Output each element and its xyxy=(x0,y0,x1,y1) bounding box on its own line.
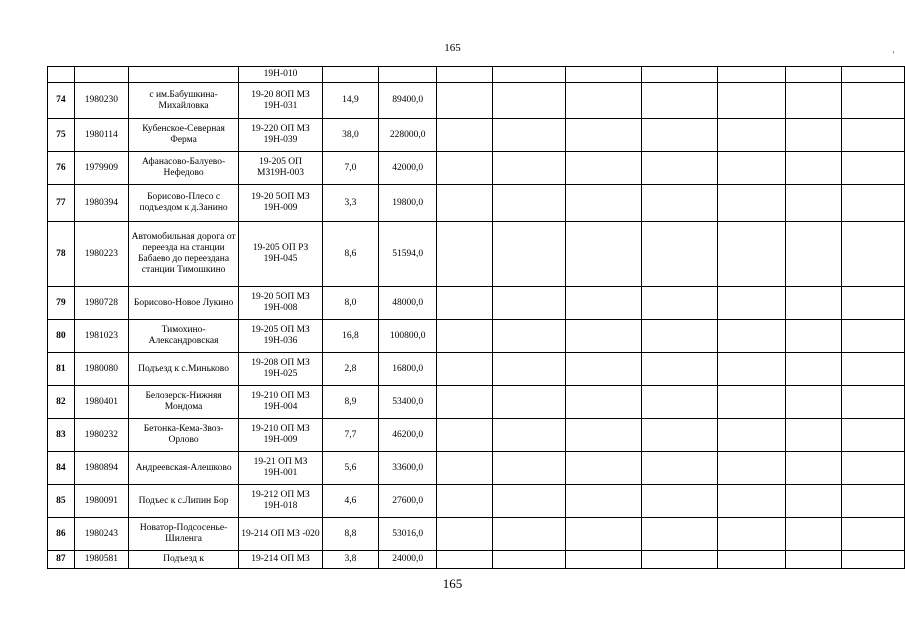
cell-blank xyxy=(641,419,717,452)
cell-road-id: 19-21 ОП МЗ 19Н-001 xyxy=(239,452,323,485)
cell-name: Новатор-Подсосенье-Шиленга xyxy=(128,518,238,551)
cell-blank xyxy=(786,119,842,152)
cell-blank xyxy=(786,518,842,551)
cell-cost: 53016,0 xyxy=(379,518,437,551)
cell-blank xyxy=(492,452,565,485)
table-row xyxy=(48,485,905,518)
cell-blank xyxy=(641,152,717,185)
cell-blank xyxy=(437,119,493,152)
cell-blank xyxy=(718,551,786,569)
table-row xyxy=(48,83,905,119)
cell-code: 1979909 xyxy=(74,152,128,185)
cell-cost: 100800,0 xyxy=(379,320,437,353)
cell-road-id: 19-210 ОП МЗ 19Н-009 xyxy=(239,419,323,452)
cell-blank xyxy=(492,419,565,452)
cell-code: 1980394 xyxy=(74,185,128,222)
cell-blank xyxy=(565,152,641,185)
cell-blank xyxy=(437,485,493,518)
cell-blank xyxy=(786,287,842,320)
cell-blank xyxy=(565,452,641,485)
cell-num: 87 xyxy=(48,551,75,569)
cell-blank xyxy=(565,551,641,569)
cell-name: Подъезд к с.Миньково xyxy=(128,353,238,386)
corner-mark: ' xyxy=(893,50,895,59)
cell-blank xyxy=(437,386,493,419)
table-row xyxy=(48,518,905,551)
cell-cost: 46200,0 xyxy=(379,419,437,452)
cell-cost: 89400,0 xyxy=(379,83,437,119)
cell-road-id: 19-210 ОП МЗ 19Н-004 xyxy=(239,386,323,419)
cell-length: 7,0 xyxy=(322,152,378,185)
cell-name: Бетонка-Кема-Звоз-Орлово xyxy=(128,419,238,452)
cell-blank xyxy=(786,222,842,287)
cell-blank xyxy=(641,518,717,551)
cell-blank xyxy=(842,551,905,569)
cell-blank xyxy=(786,152,842,185)
cell-blank xyxy=(565,222,641,287)
cell-cost xyxy=(379,67,437,83)
cell-blank xyxy=(718,320,786,353)
cell-num: 81 xyxy=(48,353,75,386)
cell-road-id: 19-20 5ОП МЗ 19Н-009 xyxy=(239,185,323,222)
cell-name: Подъезд к xyxy=(128,551,238,569)
cell-blank xyxy=(565,287,641,320)
cell-cost: 48000,0 xyxy=(379,287,437,320)
cell-blank xyxy=(565,320,641,353)
cell-blank xyxy=(492,83,565,119)
cell-num: 78 xyxy=(48,222,75,287)
cell-num: 79 xyxy=(48,287,75,320)
cell-cost: 51594,0 xyxy=(379,222,437,287)
cell-blank xyxy=(718,386,786,419)
cell-length: 16,8 xyxy=(322,320,378,353)
cell-blank xyxy=(492,551,565,569)
table-row xyxy=(48,185,905,222)
cell-blank xyxy=(641,353,717,386)
cell-num: 76 xyxy=(48,152,75,185)
cell-road-id: 19Н-010 xyxy=(239,67,323,83)
cell-cost: 228000,0 xyxy=(379,119,437,152)
cell-blank xyxy=(492,518,565,551)
cell-name: Тимохино-Александровская xyxy=(128,320,238,353)
cell-blank xyxy=(437,287,493,320)
cell-num: 75 xyxy=(48,119,75,152)
table-row xyxy=(48,353,905,386)
cell-blank xyxy=(492,485,565,518)
cell-blank xyxy=(842,287,905,320)
cell-blank xyxy=(492,386,565,419)
cell-length: 8,9 xyxy=(322,386,378,419)
roads-table xyxy=(47,66,905,569)
cell-blank xyxy=(842,353,905,386)
cell-blank xyxy=(437,320,493,353)
cell-cost: 16800,0 xyxy=(379,353,437,386)
cell-blank xyxy=(565,353,641,386)
cell-blank xyxy=(641,452,717,485)
cell-blank xyxy=(718,152,786,185)
cell-road-id: 19-220 ОП МЗ 19Н-039 xyxy=(239,119,323,152)
cell-blank xyxy=(437,353,493,386)
table-row xyxy=(48,419,905,452)
cell-blank xyxy=(718,185,786,222)
cell-blank xyxy=(565,485,641,518)
cell-blank xyxy=(786,185,842,222)
table-row xyxy=(48,551,905,569)
cell-code: 1980894 xyxy=(74,452,128,485)
table-row xyxy=(48,119,905,152)
cell-blank xyxy=(565,386,641,419)
cell-blank xyxy=(492,287,565,320)
cell-blank xyxy=(842,485,905,518)
cell-blank xyxy=(718,83,786,119)
cell-length: 38,0 xyxy=(322,119,378,152)
cell-road-id: 19-214 ОП МЗ -020 xyxy=(239,518,323,551)
cell-blank xyxy=(565,119,641,152)
cell-road-id: 19-214 ОП МЗ xyxy=(239,551,323,569)
cell-length: 14,9 xyxy=(322,83,378,119)
cell-num: 83 xyxy=(48,419,75,452)
cell-blank xyxy=(641,83,717,119)
cell-code: 1980232 xyxy=(74,419,128,452)
cell-cost: 19800,0 xyxy=(379,185,437,222)
cell-blank xyxy=(786,452,842,485)
cell-name: Андреевская-Алешково xyxy=(128,452,238,485)
cell-cost: 33600,0 xyxy=(379,452,437,485)
page-number-top: 165 xyxy=(444,42,461,54)
cell-cost: 53400,0 xyxy=(379,386,437,419)
cell-blank xyxy=(786,551,842,569)
table-row xyxy=(48,452,905,485)
cell-blank xyxy=(842,67,905,83)
cell-blank xyxy=(786,320,842,353)
cell-length: 8,8 xyxy=(322,518,378,551)
cell-name: Борисово-Плесо с подъездом к д.Занино xyxy=(128,185,238,222)
cell-blank xyxy=(842,185,905,222)
cell-length: 8,6 xyxy=(322,222,378,287)
cell-code: 1980091 xyxy=(74,485,128,518)
cell-blank xyxy=(718,67,786,83)
cell-blank xyxy=(492,185,565,222)
cell-length: 7,7 xyxy=(322,419,378,452)
cell-num: 80 xyxy=(48,320,75,353)
cell-code: 1980401 xyxy=(74,386,128,419)
cell-num xyxy=(48,67,75,83)
cell-blank xyxy=(437,67,493,83)
cell-num: 84 xyxy=(48,452,75,485)
cell-blank xyxy=(492,222,565,287)
cell-blank xyxy=(437,518,493,551)
cell-length: 4,6 xyxy=(322,485,378,518)
cell-num: 85 xyxy=(48,485,75,518)
cell-blank xyxy=(641,67,717,83)
cell-blank xyxy=(641,222,717,287)
cell-name xyxy=(128,67,238,83)
cell-blank xyxy=(565,518,641,551)
cell-blank xyxy=(786,67,842,83)
cell-blank xyxy=(786,485,842,518)
cell-blank xyxy=(786,83,842,119)
cell-name: с им.Бабушкина-Михайловка xyxy=(128,83,238,119)
cell-code xyxy=(74,67,128,83)
cell-blank xyxy=(565,185,641,222)
cell-blank xyxy=(842,83,905,119)
cell-blank xyxy=(492,353,565,386)
cell-length: 3,3 xyxy=(322,185,378,222)
cell-blank xyxy=(565,419,641,452)
cell-cost: 27600,0 xyxy=(379,485,437,518)
cell-blank xyxy=(641,185,717,222)
cell-blank xyxy=(641,320,717,353)
cell-blank xyxy=(437,551,493,569)
cell-blank xyxy=(641,287,717,320)
cell-length xyxy=(322,67,378,83)
cell-length: 3,8 xyxy=(322,551,378,569)
cell-name: Белозерск-Нижняя Мондома xyxy=(128,386,238,419)
cell-num: 74 xyxy=(48,83,75,119)
cell-blank xyxy=(786,353,842,386)
cell-blank xyxy=(718,119,786,152)
cell-blank xyxy=(842,419,905,452)
cell-code: 1980243 xyxy=(74,518,128,551)
cell-blank xyxy=(437,185,493,222)
table-row xyxy=(48,386,905,419)
cell-blank xyxy=(842,518,905,551)
cell-code: 1980114 xyxy=(74,119,128,152)
cell-blank xyxy=(437,152,493,185)
cell-blank xyxy=(786,419,842,452)
cell-blank xyxy=(718,485,786,518)
cell-blank xyxy=(437,452,493,485)
cell-blank xyxy=(786,386,842,419)
cell-blank xyxy=(437,83,493,119)
cell-road-id: 19-205 ОП МЗ 19Н-036 xyxy=(239,320,323,353)
cell-blank xyxy=(718,287,786,320)
cell-road-id: 19-205 ОП РЗ 19Н-045 xyxy=(239,222,323,287)
cell-code: 1980223 xyxy=(74,222,128,287)
cell-blank xyxy=(842,320,905,353)
cell-blank xyxy=(718,222,786,287)
cell-blank xyxy=(641,551,717,569)
cell-code: 1981023 xyxy=(74,320,128,353)
cell-blank xyxy=(842,152,905,185)
cell-road-id: 19-20 5ОП МЗ 19Н-008 xyxy=(239,287,323,320)
cell-blank xyxy=(437,419,493,452)
cell-blank xyxy=(437,222,493,287)
cell-blank xyxy=(842,222,905,287)
cell-code: 1980080 xyxy=(74,353,128,386)
cell-road-id: 19-212 ОП МЗ 19Н-018 xyxy=(239,485,323,518)
table-row-continuation xyxy=(48,67,905,83)
cell-num: 86 xyxy=(48,518,75,551)
cell-blank xyxy=(641,119,717,152)
cell-name: Афанасово-Балуево-Нефедово xyxy=(128,152,238,185)
cell-length: 2,8 xyxy=(322,353,378,386)
cell-length: 8,0 xyxy=(322,287,378,320)
table-row xyxy=(48,222,905,287)
cell-blank xyxy=(565,83,641,119)
table-row xyxy=(48,287,905,320)
cell-blank xyxy=(641,485,717,518)
cell-cost: 42000,0 xyxy=(379,152,437,185)
cell-code: 1980728 xyxy=(74,287,128,320)
cell-name: Автомобильная дорога от переезда на станции Бабаево до переездана станции Тимошкино xyxy=(128,222,238,287)
cell-blank xyxy=(842,386,905,419)
cell-code: 1980230 xyxy=(74,83,128,119)
cell-blank xyxy=(492,119,565,152)
cell-blank xyxy=(492,152,565,185)
cell-blank xyxy=(842,119,905,152)
cell-blank xyxy=(842,452,905,485)
table-body xyxy=(48,67,905,569)
cell-blank xyxy=(718,452,786,485)
cell-code: 1980581 xyxy=(74,551,128,569)
table-row xyxy=(48,320,905,353)
cell-blank xyxy=(718,518,786,551)
cell-blank xyxy=(641,386,717,419)
table-row xyxy=(48,152,905,185)
cell-num: 82 xyxy=(48,386,75,419)
cell-road-id: 19-205 ОП МЗ19Н-003 xyxy=(239,152,323,185)
cell-road-id: 19-20 8ОП МЗ 19Н-031 xyxy=(239,83,323,119)
cell-name: Подъес к с.Липин Бор xyxy=(128,485,238,518)
cell-blank xyxy=(565,67,641,83)
page-number-bottom: 165 xyxy=(442,576,463,591)
cell-blank xyxy=(492,320,565,353)
cell-name: Борисово-Новое Лукино xyxy=(128,287,238,320)
cell-blank xyxy=(718,419,786,452)
cell-name: Кубенское-Северная Ферма xyxy=(128,119,238,152)
cell-road-id: 19-208 ОП МЗ 19Н-025 xyxy=(239,353,323,386)
cell-length: 5,6 xyxy=(322,452,378,485)
cell-blank xyxy=(492,67,565,83)
cell-num: 77 xyxy=(48,185,75,222)
cell-cost: 24000,0 xyxy=(379,551,437,569)
cell-blank xyxy=(718,353,786,386)
